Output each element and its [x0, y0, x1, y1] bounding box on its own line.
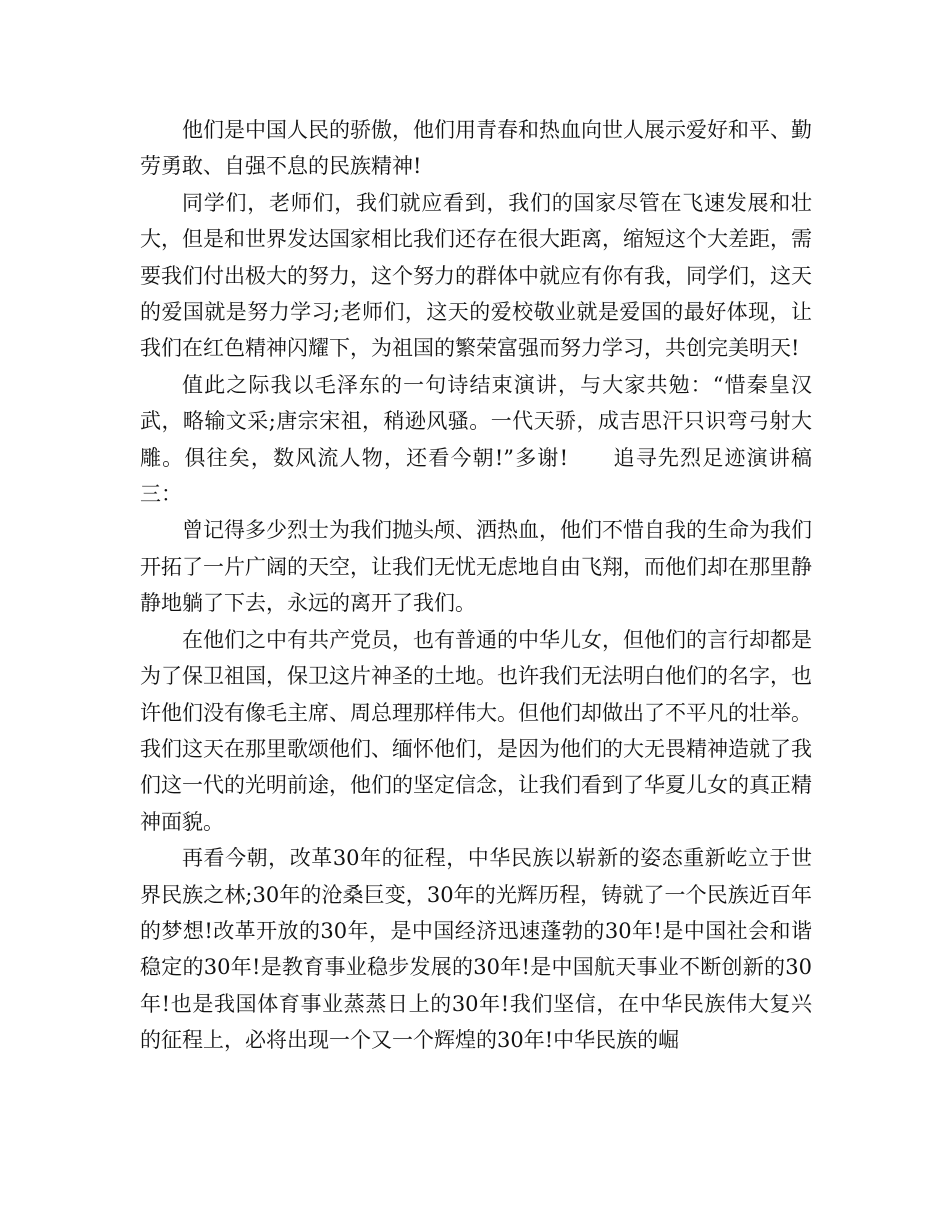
- document-body: [140, 112, 812, 1059]
- paragraph: 他们是中国人民的骄傲，他们用青春和热血向世人展示爱好和平、勤劳勇敢、自强不息的民族精神!: [140, 118, 812, 179]
- paragraph: 同学们，老师们，我们就应看到，我们的国家尽管在飞速发展和壮大，但是和世界发达国家相比我们还存在很大距离，缩短这个大差距，需要我们付出极大的努力，这个努力的群体中就应有你有我，同学们，这天的爱国就是努力学习;老师们，这天的爱校敬业就是爱国的最好体现，让我们在红色精神闪耀下，为祖国的繁荣富强而努力学习，共创完美明天!: [140, 190, 812, 361]
- paragraph: 值此之际我以毛泽东的一句诗结束演讲，与大家共勉：“惜秦皇汉武，略输文采;唐宗宋祖，稍逊风骚。一代天骄，成吉思汗只识弯弓射大雕。俱往矣，数风流人物，还看今朝!”多谢! 追寻先烈足迹演讲稿三：: [140, 372, 812, 507]
- paragraph: 曾记得多少烈士为我们抛头颅、洒热血，他们不惜自我的生命为我们开拓了一片广阔的天空，让我们无忧无虑地自由飞翔，而他们却在那里静静地躺了下去，永远的离开了我们。: [140, 518, 812, 616]
- paragraph: 再看今朝，改革30年的征程，中华民族以崭新的姿态重新屹立于世界民族之林;30年的沧桑巨变，30年的光辉历程，铸就了一个民族近百年的梦想!改革开放的30年，是中国经济迅速蓬勃的30年!是中国社会和谐稳定的30年!是教育事业稳步发展的30年!是中国航天事业不断创新的30年!也是我国体育事业蒸蒸日上的30年!我们坚信，在中华民族伟大复兴的征程上，必将出现一个又一个辉煌的30年!中华民族的崛: [140, 846, 812, 1053]
- paragraph: 在他们之中有共产党员，也有普通的中华儿女，但他们的言行却都是为了保卫祖国，保卫这片神圣的土地。也许我们无法明白他们的名字，也许他们没有像毛主席、周总理那样伟大。但他们却做出了不平凡的壮举。我们这天在那里歌颂他们、缅怀他们，是因为他们的大无畏精神造就了我们这一代的光明前途，他们的坚定信念，让我们看到了华夏儿女的真正精神面貌。: [140, 627, 812, 834]
